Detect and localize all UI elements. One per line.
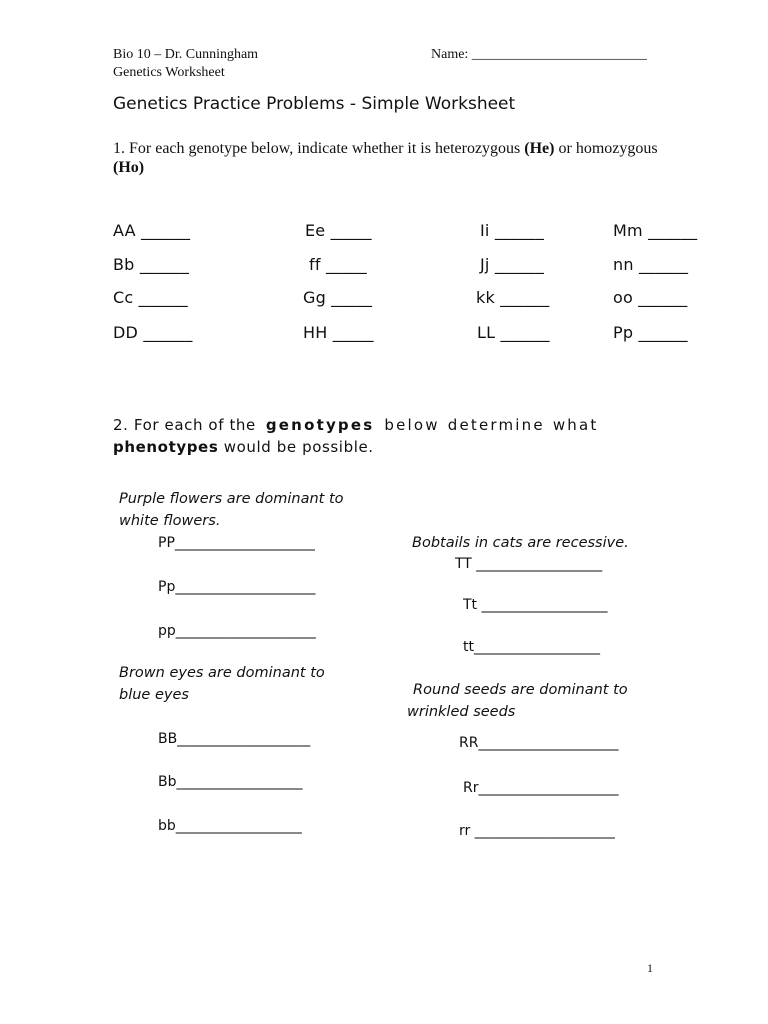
page-number: 1 (647, 961, 653, 975)
question-1-prompt (113, 139, 673, 177)
genotype-ee[interactable]: Ee _____ (305, 221, 372, 240)
round-seeds-heading: Round seeds are dominant to wrinkled seeds (407, 682, 628, 720)
bobtail-answer-tt-rec[interactable]: tt__________________ (463, 639, 600, 655)
genotype-bb[interactable]: Bb ______ (113, 255, 190, 274)
question-2-prompt (113, 414, 613, 458)
genotype-jj[interactable]: Jj ______ (480, 255, 545, 274)
worksheet-subtitle: Genetics Worksheet (113, 65, 225, 80)
bobtail-answer-tt-het[interactable]: Tt __________________ (463, 597, 608, 613)
brown-eyes-heading: Brown eyes are dominant to blue eyes (119, 665, 325, 703)
brown-answer-bb-rec[interactable]: bb__________________ (158, 818, 302, 834)
round-answer-rr-rec[interactable]: rr ____________________ (459, 823, 615, 839)
genotype-kk[interactable]: kk ______ (476, 288, 550, 307)
genotype-mm[interactable]: Mm ______ (613, 221, 698, 240)
q2-word-4: determine (447, 416, 545, 434)
q1-ho-label: (Ho) (113, 159, 145, 176)
brown-answer-bb[interactable]: BB___________________ (158, 731, 311, 747)
round-answer-rr-het[interactable]: Rr____________________ (463, 780, 619, 796)
q2-phenotypes-word: phenotypes (113, 438, 219, 456)
round-answer-rr[interactable]: RR____________________ (459, 735, 619, 751)
purple-answer-pp-het[interactable]: Pp____________________ (158, 579, 316, 595)
purple-answer-pp[interactable]: PP____________________ (158, 535, 315, 551)
genotype-ii[interactable]: Ii ______ (480, 221, 545, 240)
q2-genotypes-word: genotypes (265, 416, 375, 434)
genotype-nn[interactable]: nn ______ (613, 255, 689, 274)
brown-answer-bb-het[interactable]: Bb__________________ (158, 774, 303, 790)
purple-flowers-heading: Purple flowers are dominant to white flowers. (119, 491, 344, 529)
genotype-ll[interactable]: LL ______ (477, 323, 550, 342)
q2-word-1: 2. For each of the (113, 416, 256, 434)
name-field[interactable]: Name: _________________________ (431, 47, 647, 62)
course-label: Bio 10 – Dr. Cunningham (113, 47, 259, 62)
q2-word-7: would be possible. (218, 438, 374, 456)
bobtail-answer-tt[interactable]: TT __________________ (455, 556, 603, 572)
q1-text-b: or homozygous (554, 140, 658, 157)
q1-text-a: 1. For each genotype below, indicate whether it is heterozygous (113, 140, 525, 157)
genotype-aa[interactable]: AA ______ (113, 221, 191, 240)
genotype-gg[interactable]: Gg _____ (303, 288, 373, 307)
q1-he-label: (He) (524, 140, 555, 157)
genotype-dd[interactable]: DD ______ (113, 323, 193, 342)
genotype-cc[interactable]: Cc ______ (113, 288, 188, 307)
q2-word-3: below (384, 416, 440, 434)
page-title: Genetics Practice Problems - Simple Worksheet (113, 94, 516, 114)
genotype-hh[interactable]: HH _____ (303, 323, 374, 342)
genotype-pp[interactable]: Pp ______ (613, 323, 688, 342)
bobtails-heading: Bobtails in cats are recessive. (412, 535, 629, 551)
purple-answer-pp-rec[interactable]: pp____________________ (158, 623, 316, 639)
genotype-ff[interactable]: ff _____ (309, 255, 367, 274)
genotype-oo[interactable]: oo ______ (613, 288, 688, 307)
q2-word-5: what (552, 416, 599, 434)
